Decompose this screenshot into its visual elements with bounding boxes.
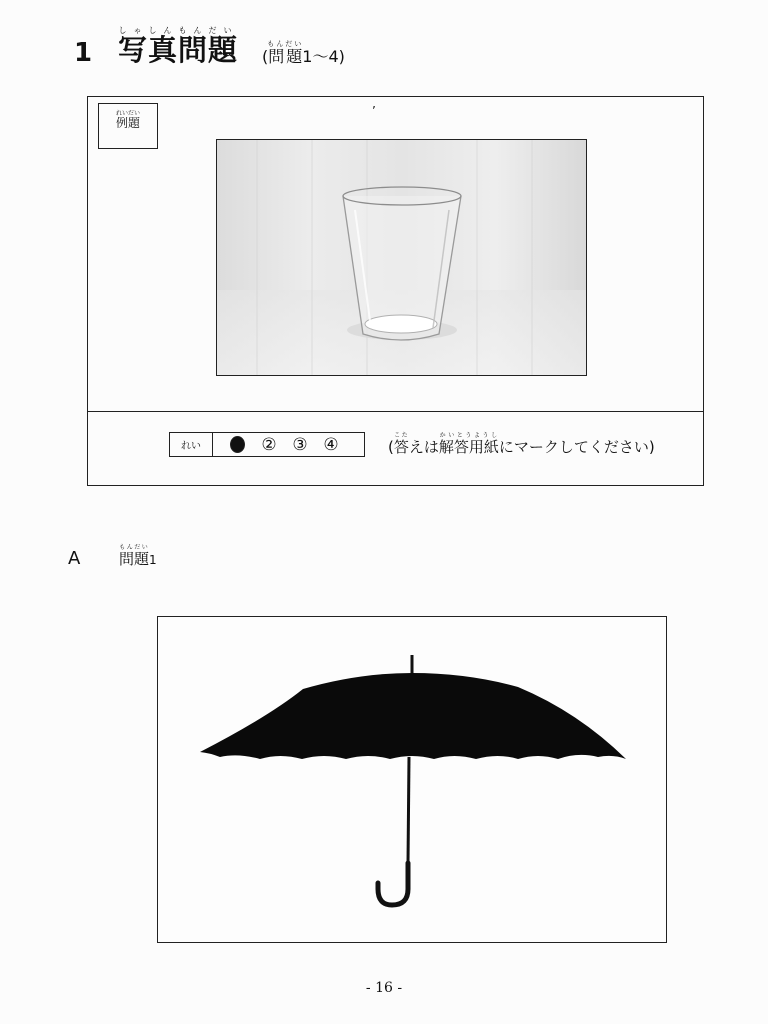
question-letter: A <box>68 548 81 569</box>
umbrella-icon <box>158 617 666 942</box>
section-title: 写真問題しゃしんもんだい <box>118 26 239 67</box>
answer-strip-label: れい <box>170 433 213 456</box>
example-divider <box>87 411 704 412</box>
example-label: 例題れいだい <box>98 103 158 149</box>
answer-choice-3: ③ <box>292 434 308 455</box>
answer-instruction: (答こたえは解答用紙かいとうようしにマークしてください) <box>388 432 655 456</box>
question-photo <box>157 616 667 943</box>
example-answer-strip <box>169 432 365 457</box>
stray-mark: ’ <box>372 104 376 118</box>
drinking-glass-icon <box>217 140 587 376</box>
answer-choice-2: ② <box>261 434 277 455</box>
section-number: 1 <box>74 38 93 68</box>
answer-choice-1-filled <box>230 436 245 453</box>
answer-choice-4: ④ <box>323 434 339 455</box>
example-photo <box>216 139 587 376</box>
section-question-range: (問題もんだい1～4) <box>262 40 345 66</box>
question-label: 問題もんだい1 <box>119 544 157 568</box>
page-number: - 16 - <box>365 980 403 996</box>
